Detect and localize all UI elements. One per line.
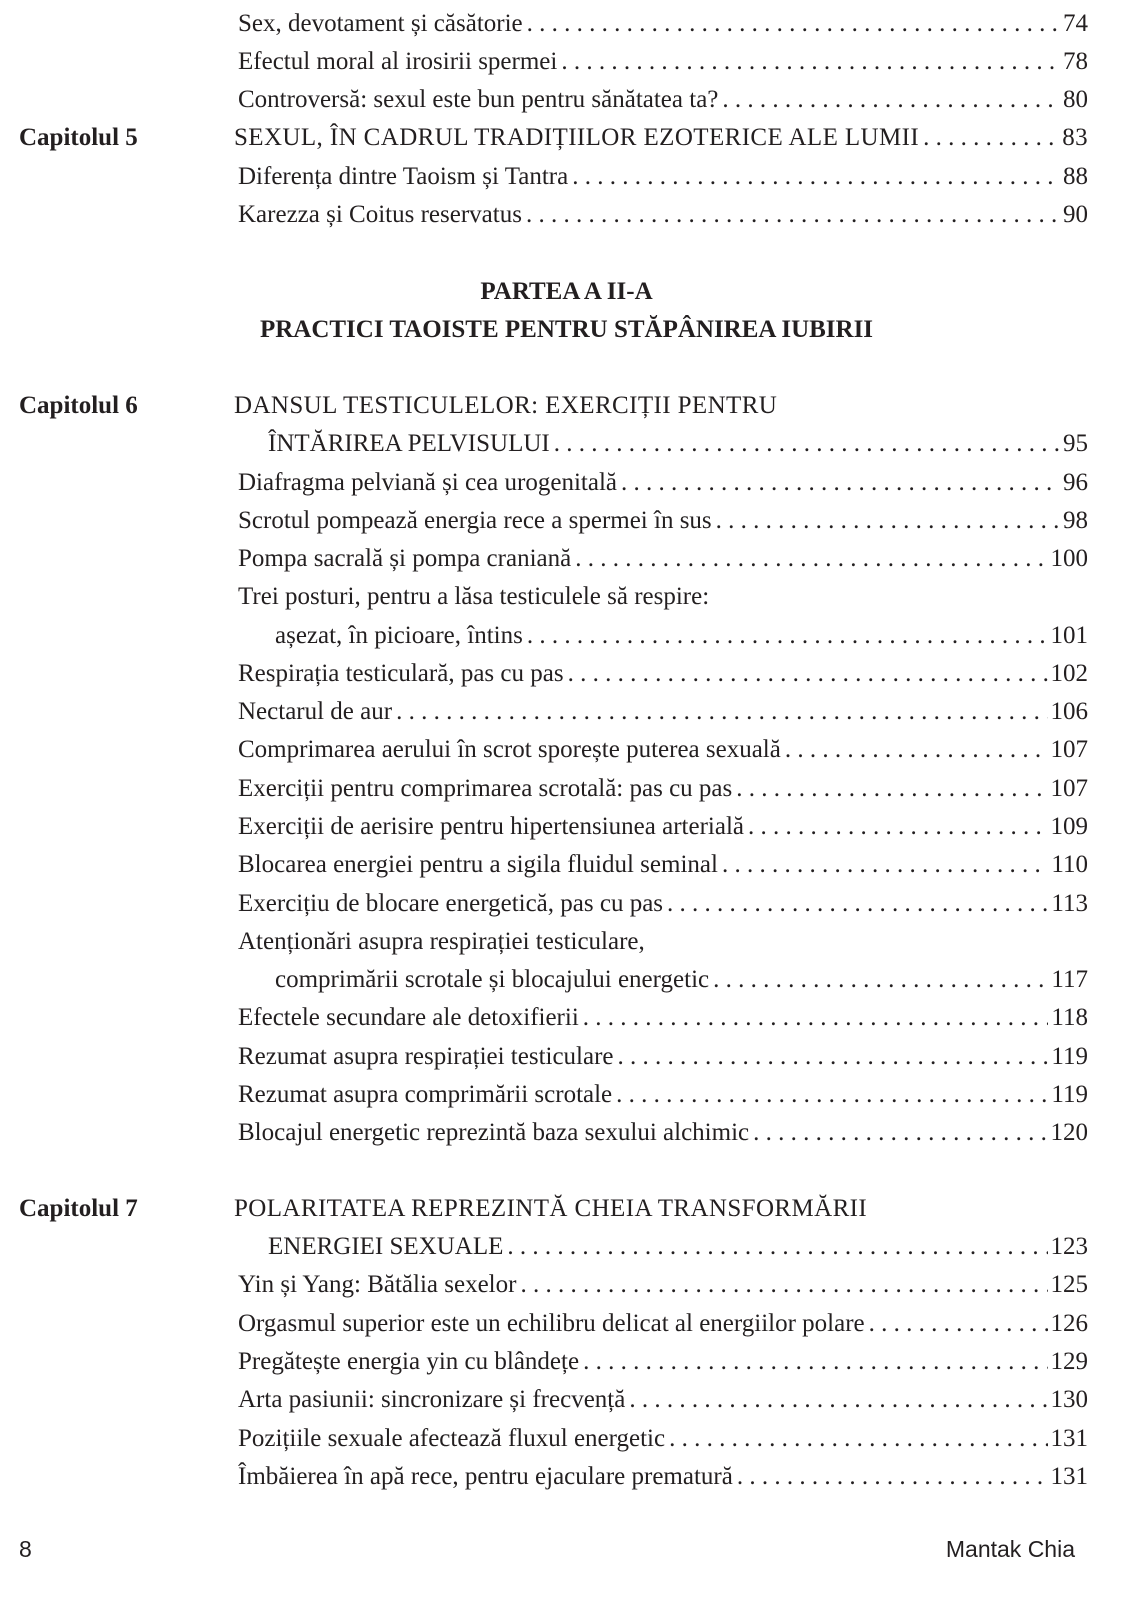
leader-dots — [527, 617, 1048, 655]
chapter-heading — [0, 387, 1133, 425]
entry-title: Pregătește energia yin cu blândețe — [238, 1348, 580, 1375]
leader-dots — [554, 425, 1060, 463]
chapter-label: Capitolul 7 — [19, 1195, 138, 1222]
chapter-page: 123 — [1050, 1233, 1088, 1260]
entry-page: 118 — [1051, 1004, 1088, 1031]
entry-page: 129 — [1050, 1348, 1088, 1375]
toc-entry — [0, 578, 1133, 616]
leader-dots — [669, 1420, 1047, 1458]
leader-dots — [561, 43, 1060, 81]
entry-page: 80 — [1063, 86, 1088, 113]
entry-page: 119 — [1051, 1043, 1088, 1070]
leader-dots — [621, 464, 1060, 502]
entry-title: Exerciții de aerisire pentru hipertensiunea arterială — [238, 813, 744, 840]
toc-entry — [0, 158, 1133, 196]
entry-page: 125 — [1050, 1271, 1088, 1298]
entry-page: 130 — [1050, 1386, 1088, 1413]
leader-dots — [568, 655, 1048, 693]
leader-dots — [526, 196, 1060, 234]
entry-title: Rezumat asupra respirației testiculare — [238, 1043, 614, 1070]
toc-entry — [0, 655, 1133, 693]
entry-title: Atenționări asupra respirației testiculare, — [238, 928, 645, 955]
entry-title: Efectele secundare ale detoxifierii — [238, 1004, 579, 1031]
toc-entry — [0, 1038, 1133, 1076]
chapter-title: ENERGIEI SEXUALE — [268, 1233, 504, 1260]
entry-title: Controversă: sexul este bun pentru sănătatea ta? — [238, 86, 719, 113]
entry-title: Orgasmul superior este un echilibru delicat al energiilor polare — [238, 1310, 865, 1337]
toc-entry — [0, 540, 1133, 578]
chapter-title-continuation — [0, 1228, 1133, 1266]
toc-entry — [0, 885, 1133, 923]
leader-dots — [520, 1266, 1047, 1304]
entry-page: 106 — [1050, 698, 1088, 725]
entry-title: Nectarul de aur — [238, 698, 393, 725]
toc-entry — [0, 1266, 1133, 1304]
part-heading: PARTEA A II-A — [480, 278, 653, 305]
toc-entry — [0, 43, 1133, 81]
entry-page: 96 — [1063, 469, 1088, 496]
entry-title: Rezumat asupra comprimării scrotale — [238, 1081, 613, 1108]
leader-dots — [583, 999, 1049, 1037]
entry-title: comprimării scrotale și blocajului energetic — [275, 966, 710, 993]
toc-entry — [0, 1458, 1133, 1496]
toc-entry — [0, 1114, 1133, 1152]
entry-page: 131 — [1050, 1425, 1088, 1452]
leader-dots — [396, 693, 1047, 731]
leader-dots — [737, 1458, 1048, 1496]
leader-dots — [713, 961, 1048, 999]
entry-title: Pozițiile sexuale afectează fluxul energetic — [238, 1425, 666, 1452]
leader-dots — [716, 502, 1060, 540]
entry-page: 120 — [1050, 1119, 1088, 1146]
leader-dots — [616, 1076, 1048, 1114]
entry-page: 117 — [1051, 966, 1088, 993]
entry-page: 88 — [1063, 163, 1088, 190]
toc-entry — [0, 1343, 1133, 1381]
part-subtitle: PRACTICI TAOISTE PENTRU STĂPÂNIREA IUBIRII — [259, 316, 874, 343]
entry-page: 100 — [1050, 545, 1088, 572]
chapter-heading — [0, 119, 1133, 157]
chapter-title: ÎNTĂRIREA PELVISULUI — [268, 430, 550, 457]
entry-page: 131 — [1050, 1463, 1088, 1490]
toc-entry — [0, 999, 1133, 1037]
entry-title: Respirația testiculară, pas cu pas — [238, 660, 564, 687]
toc-entry — [0, 731, 1133, 769]
footer-page-number: 8 — [19, 1536, 32, 1562]
entry-page: 102 — [1050, 660, 1088, 687]
entry-page: 110 — [1051, 851, 1088, 878]
leader-dots — [736, 770, 1047, 808]
entry-title: Karezza și Coitus reservatus — [238, 201, 522, 228]
entry-title: Diafragma pelviană și cea urogenitală — [238, 469, 617, 496]
entry-title: așezat, în picioare, întins — [275, 622, 523, 649]
entry-page: 78 — [1063, 48, 1088, 75]
leader-dots — [583, 1343, 1047, 1381]
toc-entry — [0, 923, 1133, 961]
leader-dots — [629, 1381, 1047, 1419]
chapter-page: 83 — [1062, 124, 1088, 151]
chapter-page: 95 — [1063, 430, 1088, 457]
leader-dots — [507, 1228, 1047, 1266]
entry-page: 113 — [1051, 890, 1088, 917]
chapter-title: SEXUL, ÎN CADRUL TRADIȚIILOR EZOTERICE ALE LUMII — [234, 124, 920, 151]
entry-page: 74 — [1063, 10, 1088, 37]
toc-entry — [0, 464, 1133, 502]
toc-entry — [0, 196, 1133, 234]
footer-author: Mantak Chia — [945, 1536, 1075, 1562]
entry-title: Efectul moral al irosirii spermei — [238, 48, 558, 75]
entry-title: Arta pasiunii: sincronizare și frecvență — [238, 1386, 626, 1413]
entry-title: Îmbăierea în apă rece, pentru ejaculare prematură — [238, 1463, 733, 1490]
entry-page: 101 — [1050, 622, 1088, 649]
leader-dots — [722, 81, 1060, 119]
toc-entry — [0, 502, 1133, 540]
leader-dots — [748, 808, 1048, 846]
entry-title: Pompa sacrală și pompa craniană — [238, 545, 572, 572]
entry-page: 107 — [1050, 736, 1088, 763]
entry-page: 109 — [1050, 813, 1088, 840]
entry-title: Yin și Yang: Bătălia sexelor — [238, 1271, 517, 1298]
leader-dots — [722, 846, 1048, 884]
leader-dots — [575, 540, 1047, 578]
leader-dots — [785, 731, 1048, 769]
toc-entry — [0, 1381, 1133, 1419]
entry-page: 126 — [1050, 1310, 1088, 1337]
leader-dots — [923, 119, 1059, 157]
chapter-heading — [0, 1190, 1133, 1228]
entry-title: Blocajul energetic reprezintă baza sexului alchimic — [238, 1119, 750, 1146]
leader-dots — [753, 1114, 1047, 1152]
toc-entry-continuation — [0, 617, 1133, 655]
entry-title: Comprimarea aerului în scrot sporește puterea sexuală — [238, 736, 781, 763]
entry-page: 90 — [1063, 201, 1088, 228]
entry-title: Trei posturi, pentru a lăsa testiculele să respire: — [238, 583, 710, 610]
toc-entry — [0, 808, 1133, 846]
entry-title: Exerciții pentru comprimarea scrotală: pas cu pas — [238, 775, 733, 802]
leader-dots — [667, 885, 1048, 923]
leader-dots — [618, 1038, 1049, 1076]
toc-entry — [0, 693, 1133, 731]
entry-title: Exercițiu de blocare energetică, pas cu pas — [238, 890, 664, 917]
chapter-title: POLARITATEA REPREZINTĂ CHEIA TRANSFORMĂRII — [234, 1195, 868, 1222]
toc-entry — [0, 1420, 1133, 1458]
entry-title: Blocarea energiei pentru a sigila fluidul seminal — [238, 851, 718, 878]
entry-page: 107 — [1050, 775, 1088, 802]
entry-title: Diferența dintre Taoism și Tantra — [238, 163, 569, 190]
entry-page: 119 — [1051, 1081, 1088, 1108]
toc-entry — [0, 1305, 1133, 1343]
toc-entry-continuation — [0, 961, 1133, 999]
leader-dots — [527, 5, 1060, 43]
toc-entry — [0, 846, 1133, 884]
toc-entry — [0, 81, 1133, 119]
entry-title: Sex, devotament și căsătorie — [238, 10, 523, 37]
chapter-label: Capitolul 5 — [19, 124, 138, 151]
chapter-title: DANSUL TESTICULELOR: EXERCIȚII PENTRU — [234, 392, 778, 419]
toc-entry — [0, 5, 1133, 43]
toc-entry — [0, 770, 1133, 808]
entry-page: 98 — [1063, 507, 1088, 534]
leader-dots — [572, 158, 1060, 196]
toc-entry — [0, 1076, 1133, 1114]
entry-title: Scrotul pompează energia rece a spermei în sus — [238, 507, 712, 534]
chapter-label: Capitolul 6 — [19, 392, 138, 419]
leader-dots — [869, 1305, 1048, 1343]
chapter-title-continuation — [0, 425, 1133, 463]
